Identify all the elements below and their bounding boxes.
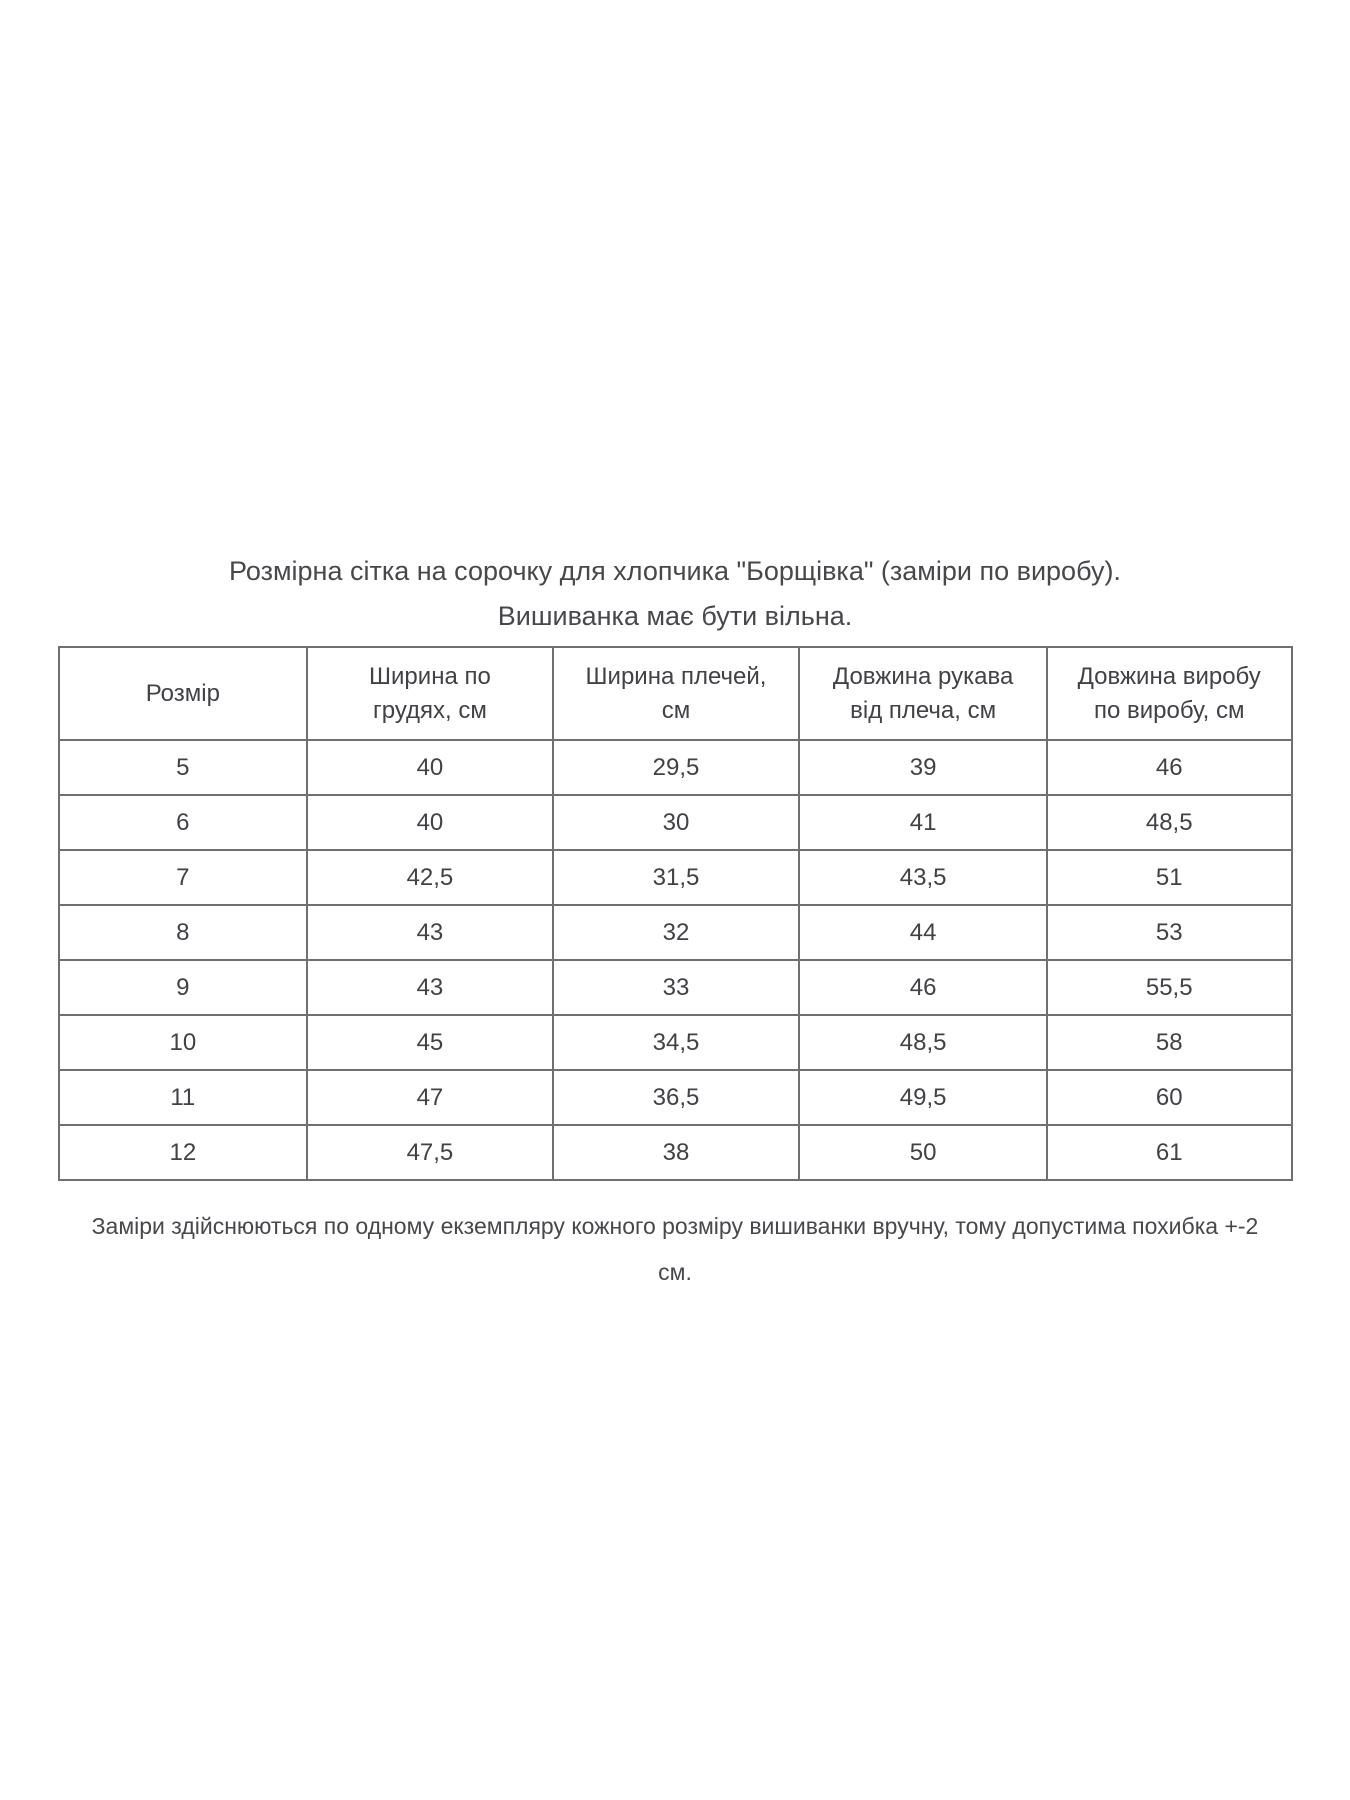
cell-shoulder-width: 33 <box>553 960 800 1015</box>
table-row-size-6 <box>59 795 1292 850</box>
cell-product-length: 46 <box>1047 740 1292 795</box>
col-header-chest-width-line2: грудях, см <box>372 696 487 724</box>
col-header-chest-width <box>307 647 553 740</box>
col-header-product-length <box>1047 647 1292 740</box>
cell-size: 12 <box>59 1125 308 1180</box>
cell-chest-width: 43 <box>307 905 553 960</box>
table-row-size-7 <box>59 850 1292 905</box>
col-header-size-line1: Розмір <box>145 679 220 707</box>
col-header-shoulder-width-line1: Ширина плечей, <box>585 662 767 690</box>
cell-chest-width: 47,5 <box>307 1125 553 1180</box>
cell-size: 7 <box>59 850 308 905</box>
measurement-disclaimer <box>58 1203 1293 1295</box>
cell-chest-width: 40 <box>307 740 553 795</box>
cell-size: 10 <box>59 1015 308 1070</box>
cell-sleeve-length: 46 <box>799 960 1047 1015</box>
col-header-sleeve-length-line1: Довжина рукава <box>832 662 1014 690</box>
cell-product-length: 61 <box>1047 1125 1292 1180</box>
table-row-size-11 <box>59 1070 1292 1125</box>
cell-sleeve-length: 44 <box>799 905 1047 960</box>
size-chart-header <box>59 647 1292 740</box>
table-row-size-9 <box>59 960 1292 1015</box>
table-row-size-5 <box>59 740 1292 795</box>
col-header-product-length-line1: Довжина виробу <box>1077 662 1261 690</box>
page-title-line-1: Розмірна сітка на сорочку для хлопчика "Борщівка" (заміри по виробу). <box>229 556 1121 586</box>
col-header-shoulder-width-line2: см <box>661 696 691 724</box>
table-row-size-8 <box>59 905 1292 960</box>
header-row <box>59 647 1292 740</box>
cell-shoulder-width: 32 <box>553 905 800 960</box>
measurement-disclaimer-line1: Заміри здійснюються по одному екземпляру кожного розміру вишиванки вручну, тому допустима похибка +-2 <box>91 1213 1259 1239</box>
cell-shoulder-width: 38 <box>553 1125 800 1180</box>
cell-sleeve-length: 50 <box>799 1125 1047 1180</box>
cell-sleeve-length: 41 <box>799 795 1047 850</box>
cell-size: 5 <box>59 740 308 795</box>
page-title-line-2: Вишиванка має бути вільна. <box>497 601 853 631</box>
col-header-sleeve-length-line2: від плеча, см <box>850 696 997 724</box>
col-header-chest-width-line1: Ширина по <box>369 662 491 690</box>
measurement-disclaimer-line2: см. <box>658 1259 692 1285</box>
cell-size: 9 <box>59 960 308 1015</box>
cell-size: 6 <box>59 795 308 850</box>
cell-sleeve-length: 49,5 <box>799 1070 1047 1125</box>
cell-size: 11 <box>59 1070 308 1125</box>
cell-shoulder-width: 30 <box>553 795 800 850</box>
size-chart-body <box>59 740 1292 1180</box>
cell-shoulder-width: 34,5 <box>553 1015 800 1070</box>
cell-shoulder-width: 31,5 <box>553 850 800 905</box>
cell-shoulder-width: 29,5 <box>553 740 800 795</box>
cell-chest-width: 40 <box>307 795 553 850</box>
col-header-product-length-line2: по виробу, см <box>1093 696 1245 724</box>
table-row-size-12 <box>59 1125 1292 1180</box>
col-header-size <box>59 647 308 740</box>
cell-sleeve-length: 43,5 <box>799 850 1047 905</box>
cell-chest-width: 43 <box>307 960 553 1015</box>
cell-sleeve-length: 39 <box>799 740 1047 795</box>
col-header-sleeve-length <box>799 647 1047 740</box>
cell-product-length: 53 <box>1047 905 1292 960</box>
cell-chest-width: 45 <box>307 1015 553 1070</box>
cell-product-length: 51 <box>1047 850 1292 905</box>
table-row-size-10 <box>59 1015 1292 1070</box>
cell-shoulder-width: 36,5 <box>553 1070 800 1125</box>
cell-size: 8 <box>59 905 308 960</box>
cell-chest-width: 42,5 <box>307 850 553 905</box>
col-header-shoulder-width <box>553 647 800 740</box>
cell-product-length: 58 <box>1047 1015 1292 1070</box>
cell-product-length: 60 <box>1047 1070 1292 1125</box>
size-chart-table <box>58 646 1293 1181</box>
cell-product-length: 55,5 <box>1047 960 1292 1015</box>
cell-product-length: 48,5 <box>1047 795 1292 850</box>
page-content <box>58 0 1293 1295</box>
cell-sleeve-length: 48,5 <box>799 1015 1047 1070</box>
page-title <box>58 549 1293 639</box>
cell-chest-width: 47 <box>307 1070 553 1125</box>
